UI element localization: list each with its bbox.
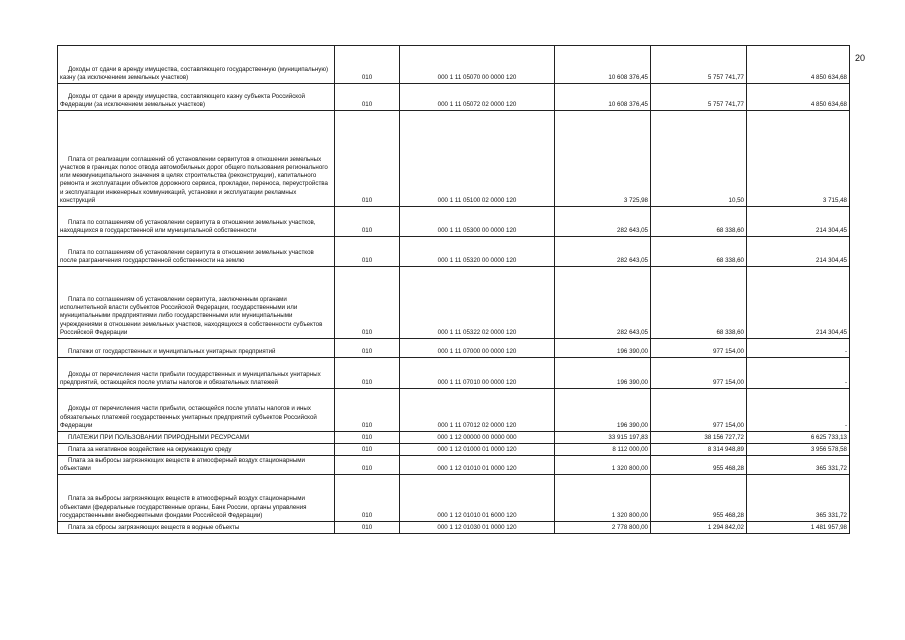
row-approved-cell: 1 320 800,00 [555,456,651,475]
row-code-cell: 010 [335,111,400,207]
row-kbk-cell: 000 1 12 01010 01 0000 120 [400,456,555,475]
row-executed-cell: 977 154,00 [651,339,747,358]
table-row [58,432,850,444]
row-name-cell: Плата по соглашениям об установлении сервитута в отношении земельных участков после разграничения государственной собственности на землю [58,237,335,267]
row-code-cell: 010 [335,358,400,389]
row-code-cell: 010 [335,475,400,522]
row-code-cell: 010 [335,46,400,84]
row-approved-cell: 196 390,00 [555,358,651,389]
row-executed-cell: 955 468,28 [651,475,747,522]
table-row [58,522,850,534]
row-code-cell: 010 [335,207,400,237]
row-approved-cell: 33 915 197,83 [555,432,651,444]
row-executed-cell: 1 294 842,02 [651,522,747,534]
row-code-cell: 010 [335,522,400,534]
row-approved-cell: 282 643,05 [555,207,651,237]
table-row [58,389,850,432]
row-remaining-cell: 3 715,48 [747,111,850,207]
row-remaining-cell: 365 331,72 [747,475,850,522]
row-kbk-cell: 000 1 11 05070 00 0000 120 [400,46,555,84]
row-approved-cell: 1 320 800,00 [555,475,651,522]
row-remaining-cell: 3 956 578,58 [747,444,850,456]
row-code-cell: 010 [335,84,400,111]
row-remaining-cell: 6 625 733,13 [747,432,850,444]
row-code-cell: 010 [335,432,400,444]
row-remaining-cell: 1 481 957,98 [747,522,850,534]
row-code-cell: 010 [335,267,400,339]
row-name-cell: Плата за выбросы загрязняющих веществ в атмосферный воздух стационарными объектами [58,456,335,475]
row-name-cell: Плата по соглашениям об установлении сервитута в отношении земельных участков, находящихся в государственной или муниципальной собственности [58,207,335,237]
row-name-cell: Доходы от перечисления части прибыли, остающейся после уплаты налогов и иных обязательных платежей государственных унитарных предприятий субъектов Российской Федерации [58,389,335,432]
row-kbk-cell: 000 1 11 07012 02 0000 120 [400,389,555,432]
row-name-cell: Плата по соглашениям об установлении сервитута, заключенным органами исполнительной власти субъектов Российской Федерации, государственными или муниципальными предприятиями либо государственными или муниципальными учреждениями в отношении земельных участков, находящихся в собственности субъектов Российской Федерации [58,267,335,339]
row-code-cell: 010 [335,444,400,456]
row-remaining-cell: - [747,358,850,389]
row-remaining-cell: - [747,339,850,358]
table-row [58,207,850,237]
row-name-cell: Доходы от сдачи в аренду имущества, составляющего государственную (муниципальную) казну (за исключением земельных участков) [58,46,335,84]
row-remaining-cell: 214 304,45 [747,237,850,267]
row-approved-cell: 282 643,05 [555,237,651,267]
row-remaining-cell: 4 850 634,68 [747,46,850,84]
table-row [58,475,850,522]
table-row [58,444,850,456]
row-approved-cell: 10 608 376,45 [555,84,651,111]
row-kbk-cell: 000 1 11 05322 02 0000 120 [400,267,555,339]
table-row [58,111,850,207]
row-kbk-cell: 000 1 11 05072 02 0000 120 [400,84,555,111]
row-kbk-cell: 000 1 11 05320 00 0000 120 [400,237,555,267]
report-table [57,45,850,534]
row-name-cell: Доходы от сдачи в аренду имущества, составляющего казну субъекта Российской Федерации (за исключением земельных участков) [58,84,335,111]
row-kbk-cell: 000 1 12 01010 01 6000 120 [400,475,555,522]
row-remaining-cell: 214 304,45 [747,267,850,339]
row-name-cell: Платежи от государственных и муниципальных унитарных предприятий [58,339,335,358]
row-remaining-cell: 214 304,45 [747,207,850,237]
row-executed-cell: 977 154,00 [651,389,747,432]
row-remaining-cell: 365 331,72 [747,456,850,475]
row-executed-cell: 8 314 948,89 [651,444,747,456]
row-code-cell: 010 [335,237,400,267]
row-name-cell: Доходы от перечисления части прибыли государственных и муниципальных унитарных предприятий, остающейся после уплаты налогов и обязательных платежей [58,358,335,389]
row-kbk-cell: 000 1 11 05300 00 0000 120 [400,207,555,237]
row-executed-cell: 5 757 741,77 [651,46,747,84]
table-row [58,358,850,389]
table-row [58,46,850,84]
row-executed-cell: 68 338,60 [651,207,747,237]
table-row [58,456,850,475]
row-name-cell: Плата за сбросы загрязняющих веществ в водные объекты [58,522,335,534]
row-executed-cell: 68 338,60 [651,267,747,339]
row-executed-cell: 68 338,60 [651,237,747,267]
row-executed-cell: 955 468,28 [651,456,747,475]
row-kbk-cell: 000 1 11 07000 00 0000 120 [400,339,555,358]
table-row [58,84,850,111]
row-approved-cell: 3 725,98 [555,111,651,207]
row-executed-cell: 10,50 [651,111,747,207]
row-remaining-cell: - [747,389,850,432]
row-executed-cell: 38 156 727,72 [651,432,747,444]
row-code-cell: 010 [335,389,400,432]
row-kbk-cell: 000 1 12 01030 01 0000 120 [400,522,555,534]
row-name-cell: Плата от реализации соглашений об установлении сервитутов в отношении земельных участков в границах полос отвода автомобильных дорог общего пользования регионального или межмуниципального значения в целях строительства (реконструкции), капитального ремонта и эксплуатации объектов дорожного сервиса, прокладки, переноса, переустройства и эксплуатации инженерных коммуникаций, установки и эксплуатации рекламных конструкций [58,111,335,207]
row-executed-cell: 977 154,00 [651,358,747,389]
row-approved-cell: 2 778 800,00 [555,522,651,534]
row-code-cell: 010 [335,339,400,358]
row-kbk-cell: 000 1 11 07010 00 0000 120 [400,358,555,389]
table-row [58,237,850,267]
row-approved-cell: 282 643,05 [555,267,651,339]
row-remaining-cell: 4 850 634,68 [747,84,850,111]
row-executed-cell: 5 757 741,77 [651,84,747,111]
row-approved-cell: 196 390,00 [555,339,651,358]
row-kbk-cell: 000 1 11 05100 02 0000 120 [400,111,555,207]
table-row [58,267,850,339]
row-name-cell: Плата за негативное воздействие на окружающую среду [58,444,335,456]
row-approved-cell: 8 112 000,00 [555,444,651,456]
row-name-cell: Плата за выбросы загрязняющих веществ в атмосферный воздух стационарными объектами (федеральные государственные органы, Банк России, органы управления государственными внебюджетными фондами Российской Федерации) [58,475,335,522]
table-row [58,339,850,358]
row-approved-cell: 10 608 376,45 [555,46,651,84]
row-approved-cell: 196 390,00 [555,389,651,432]
page-number: 20 [855,53,866,63]
row-name-cell: ПЛАТЕЖИ ПРИ ПОЛЬЗОВАНИИ ПРИРОДНЫМИ РЕСУРСАМИ [58,432,335,444]
row-kbk-cell: 000 1 12 01000 01 0000 120 [400,444,555,456]
row-kbk-cell: 000 1 12 00000 00 0000 000 [400,432,555,444]
row-code-cell: 010 [335,456,400,475]
